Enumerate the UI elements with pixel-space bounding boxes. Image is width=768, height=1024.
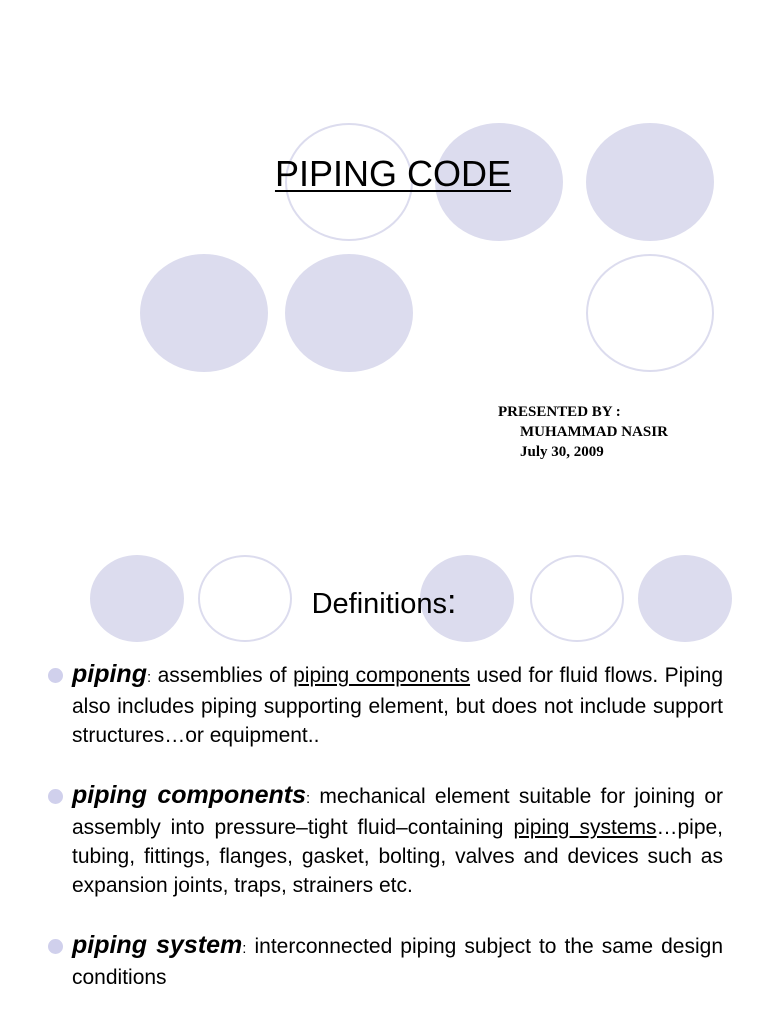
bullet-icon — [48, 789, 63, 804]
definition-colon: : — [242, 940, 247, 957]
definition-item — [48, 781, 723, 900]
definition-link[interactable]: piping systems — [513, 816, 657, 839]
decorative-circle — [285, 254, 413, 372]
definition-item — [48, 931, 723, 992]
definition-term: piping system — [72, 931, 243, 959]
decorative-circle — [140, 254, 268, 372]
definition-item — [48, 660, 723, 750]
bullet-icon — [48, 939, 63, 954]
definition-text: …pipe, tubing, fittings, flanges, gasket, bolting, valves and devices such as expansion joints, traps, strainers etc. — [72, 816, 724, 897]
presenter-info — [498, 402, 668, 462]
definition-link[interactable]: piping components — [293, 664, 471, 687]
definition-colon: : — [146, 669, 152, 686]
definition-colon: : — [305, 790, 311, 807]
presented-by-label: PRESENTED BY : — [498, 404, 621, 420]
definition-text: assemblies of — [151, 664, 294, 687]
page-title: PIPING CODE — [274, 153, 512, 194]
decorative-circle — [586, 254, 714, 372]
bullet-icon — [48, 668, 63, 683]
presentation-date: July 30, 2009 — [520, 444, 604, 460]
definition-term: piping — [72, 660, 147, 688]
definitions-list — [48, 660, 723, 1023]
definition-text: used for fluid flows. Piping also includes piping supporting element, but does not include support structures…or equipment.. — [72, 664, 724, 747]
definitions-heading-colon: : — [446, 583, 457, 621]
presenter-name: MUHAMMAD NASIR — [520, 424, 668, 440]
definition-term: piping components — [72, 781, 306, 809]
definition-text: mechanical element suitable for joining or assembly into pressure–tight fluid–containing — [72, 785, 723, 839]
definition-text: interconnected piping subject to the same design conditions — [72, 935, 723, 989]
definitions-heading — [0, 583, 768, 622]
definitions-heading-text: Definitions — [311, 588, 447, 620]
